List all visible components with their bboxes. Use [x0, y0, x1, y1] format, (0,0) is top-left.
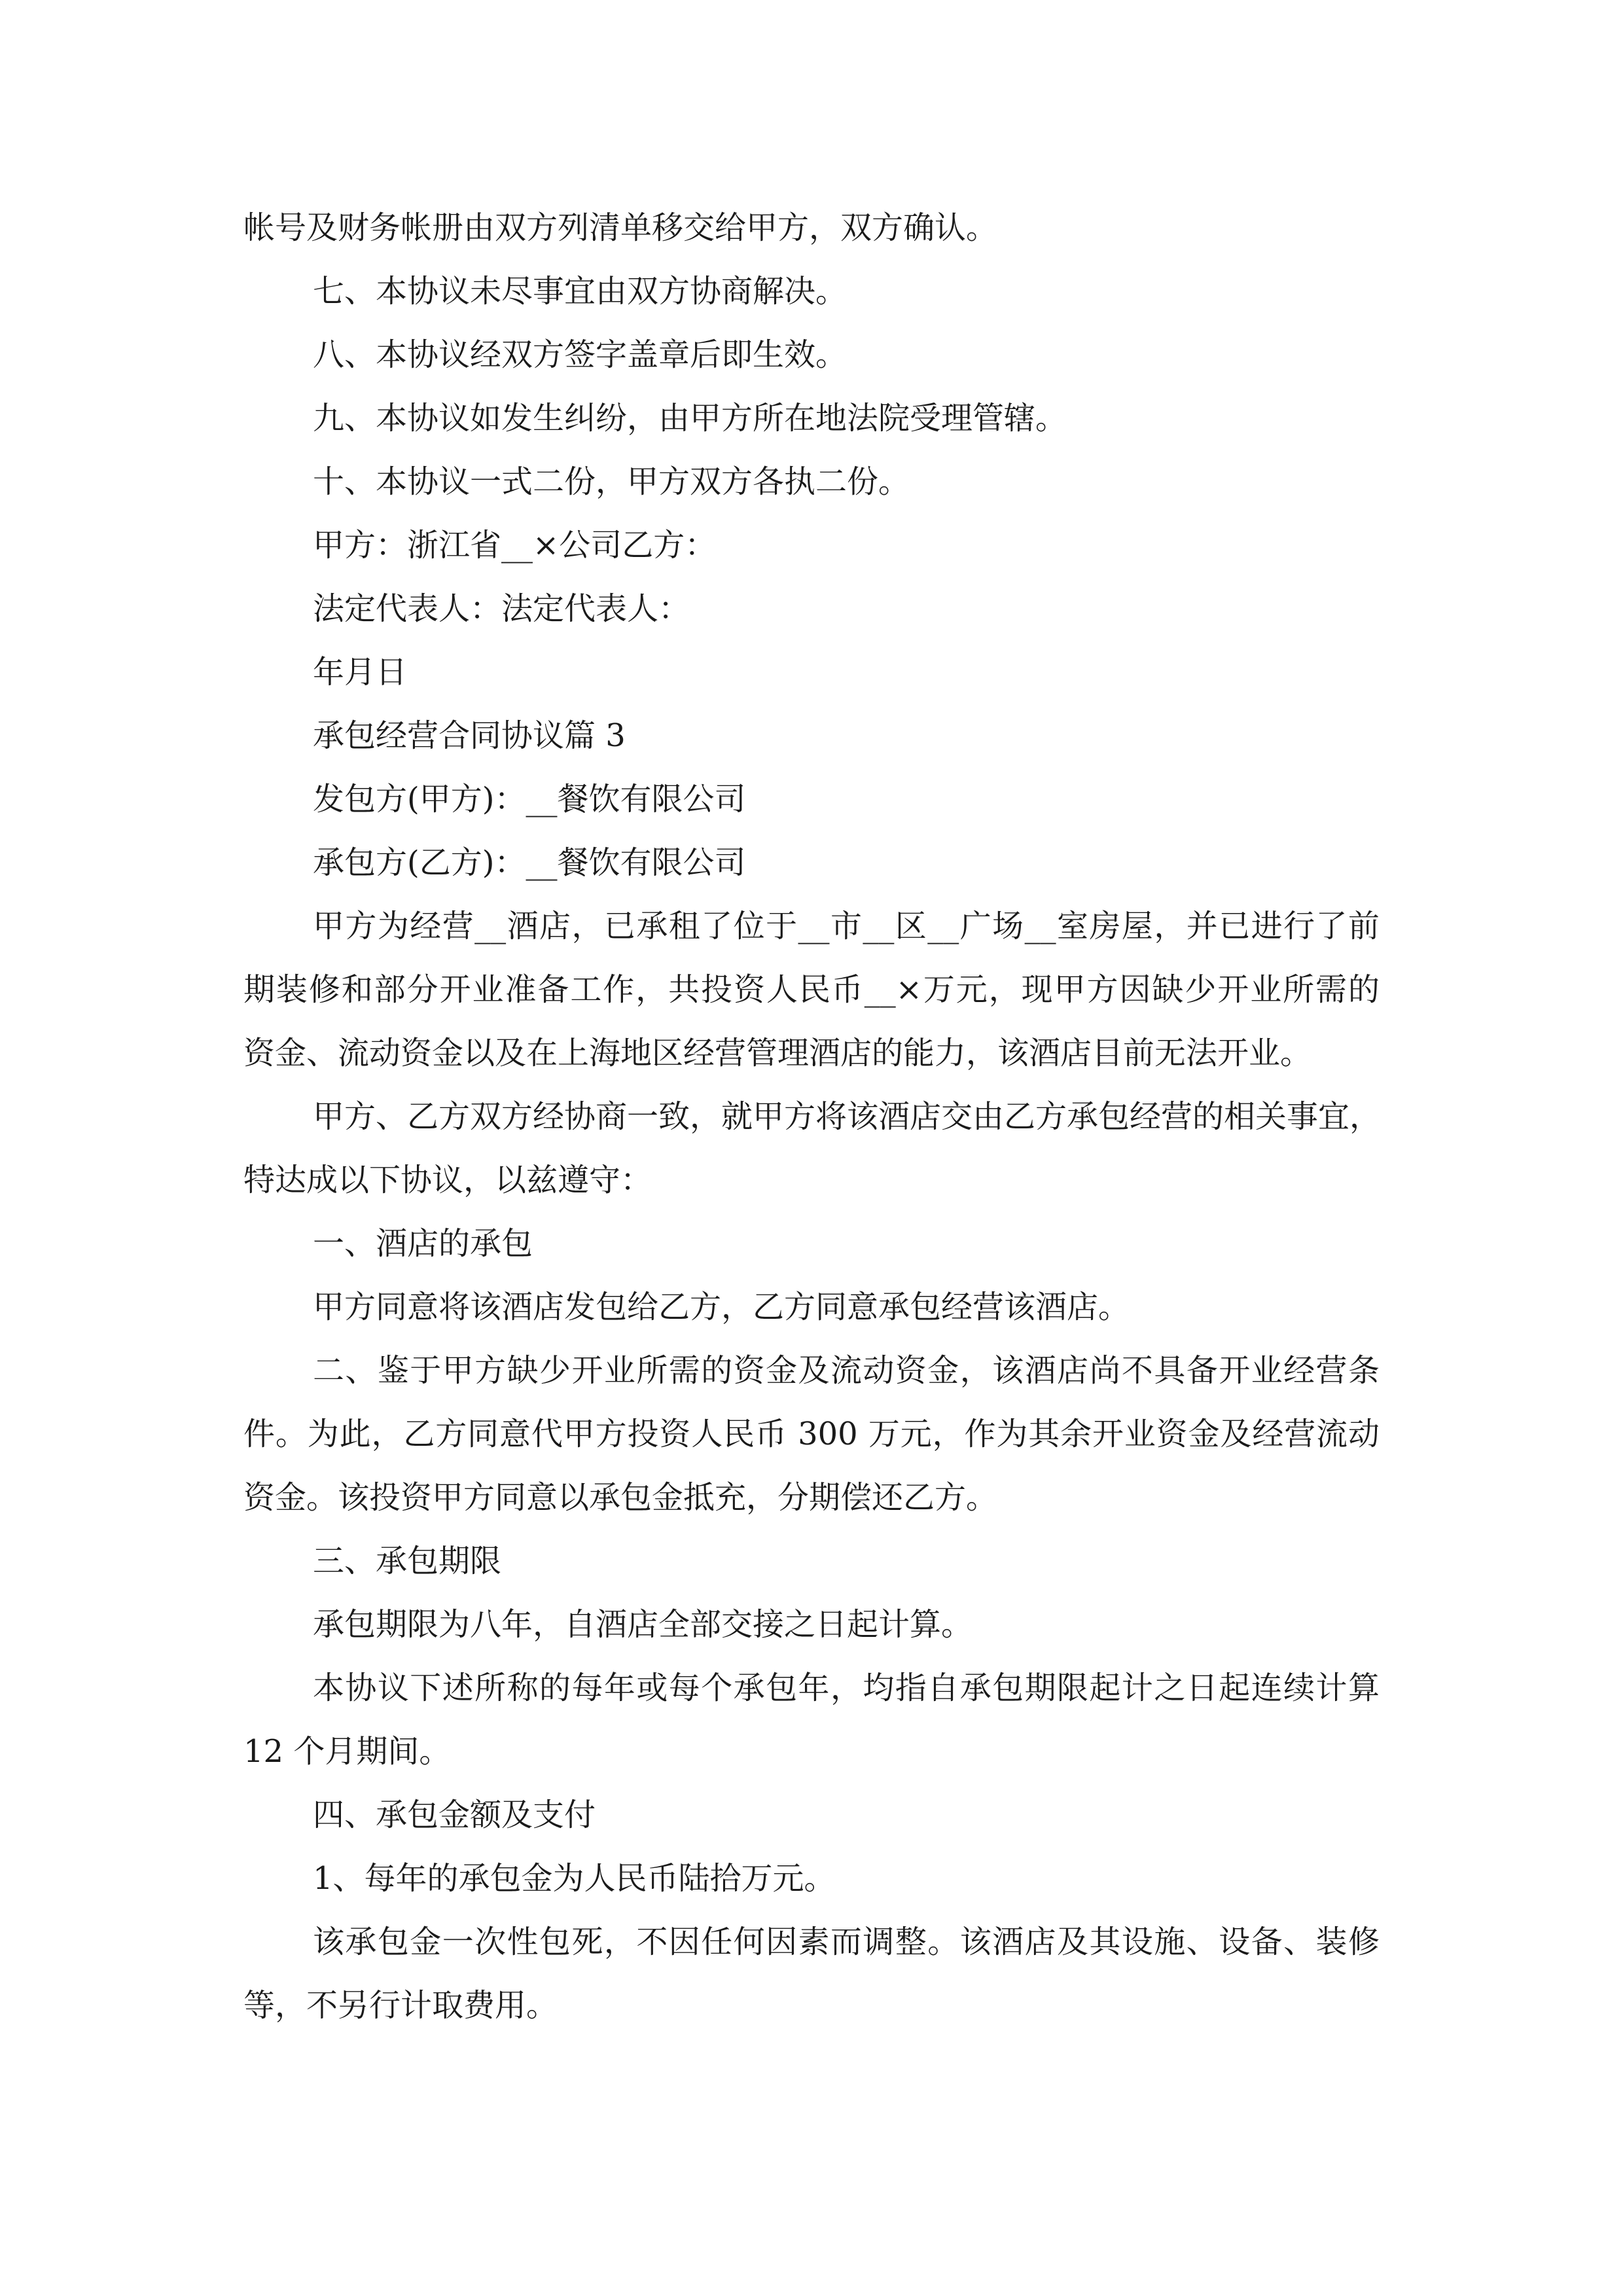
- paragraph-line: 二、鉴于甲方缺少开业所需的资金及流动资金，该酒店尚不具备开业经营条: [313, 1352, 1380, 1389]
- paragraph-line: 甲方为经营__酒店，已承租了位于__市__区__广场__室房屋，并已进行了前: [313, 908, 1380, 944]
- heading-hotel-contracting: 一、酒店的承包: [313, 1225, 533, 1262]
- section-title: 承包经营合同协议篇 3: [313, 717, 626, 754]
- paragraph-line: 该承包金一次性包死，不因任何因素而调整。该酒店及其设施、设备、装修: [313, 1924, 1380, 1960]
- paragraph-line: 1、每年的承包金为人民币陆拾万元。: [313, 1860, 836, 1897]
- date-line: 年月日: [313, 654, 408, 691]
- heading-contract-term: 三、承包期限: [313, 1543, 502, 1579]
- paragraph-line: 资金。该投资甲方同意以承包金抵充，分期偿还乙方。: [243, 1479, 998, 1516]
- paragraph-line: 甲方、乙方双方经协商一致，就甲方将该酒店交由乙方承包经营的相关事宜，: [313, 1098, 1382, 1135]
- clause-ten: 十、本协议一式二份，甲方双方各执二份。: [313, 463, 910, 500]
- paragraph-line: 等，不另行计取费用。: [243, 1987, 558, 2024]
- paragraph-line: 甲方同意将该酒店发包给乙方，乙方同意承包经营该酒店。: [313, 1289, 1130, 1325]
- clause-eight: 八、本协议经双方签字盖章后即生效。: [313, 336, 847, 373]
- paragraph-line: 资金、流动资金以及在上海地区经营管理酒店的能力，该酒店目前无法开业。: [243, 1035, 1312, 1071]
- text-line: 帐号及财务帐册由双方列清单移交给甲方，双方确认。: [243, 209, 998, 246]
- legal-representative-line: 法定代表人：法定代表人：: [313, 590, 690, 627]
- contractor-party-b: 承包方(乙方)：__餐饮有限公司: [313, 844, 746, 881]
- paragraph-line: 期装修和部分开业准备工作，共投资人民币__×万元，现甲方因缺少开业所需的: [243, 971, 1380, 1008]
- paragraph-line: 本协议下述所称的每年或每个承包年，均指自承包期限起计之日起连续计算: [313, 1670, 1380, 1706]
- paragraph-line: 特达成以下协议，以兹遵守：: [243, 1162, 652, 1198]
- paragraph-line: 12 个月期间。: [243, 1733, 451, 1770]
- clause-seven: 七、本协议未尽事宜由双方协商解决。: [313, 273, 847, 310]
- clause-nine: 九、本协议如发生纠纷，由甲方所在地法院受理管辖。: [313, 400, 1067, 437]
- heading-contract-amount: 四、承包金额及支付: [313, 1797, 596, 1833]
- paragraph-line: 承包期限为八年，自酒店全部交接之日起计算。: [313, 1606, 973, 1643]
- paragraph-line: 件。为此，乙方同意代甲方投资人民币 300 万元，作为其余开业资金及经营流动: [243, 1416, 1380, 1452]
- contractor-party-a: 发包方(甲方)：__餐饮有限公司: [313, 781, 746, 817]
- party-a-signature-line: 甲方：浙江省__×公司乙方：: [313, 527, 717, 564]
